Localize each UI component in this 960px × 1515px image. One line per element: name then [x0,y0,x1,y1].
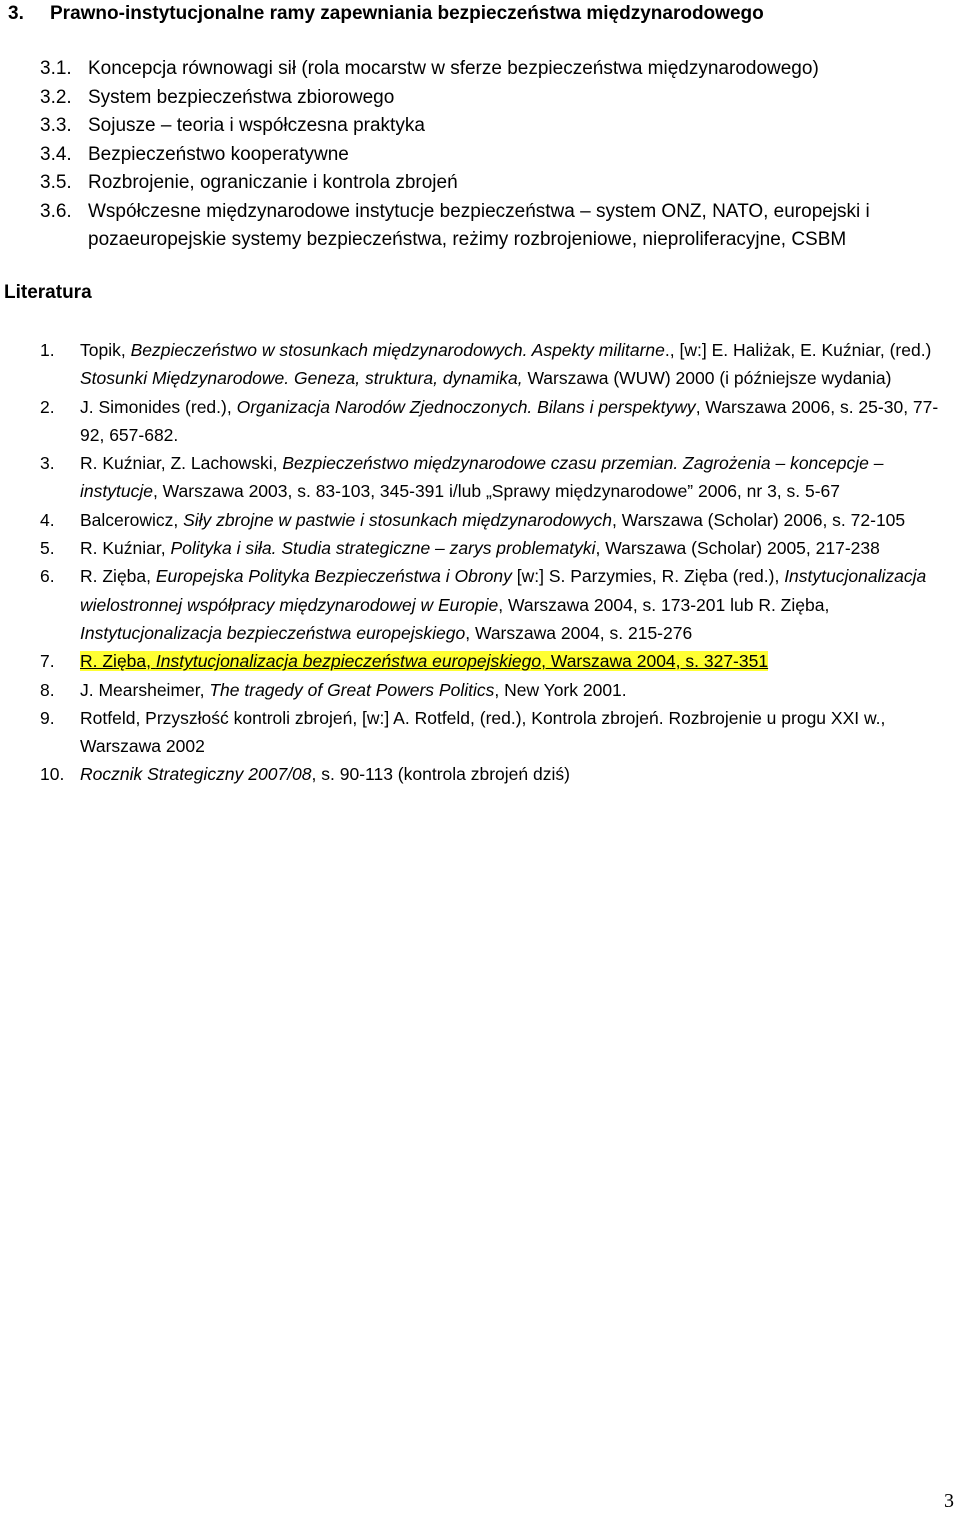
reference-text: , Warszawa 2004, s. 173-201 lub R. Zięba, [498,594,830,615]
section-title: Prawno-instytucjonalne ramy zapewniania bezpieczeństwa międzynarodowego [50,3,764,24]
literature-heading: Literatura [4,282,92,303]
subsection-list [40,55,955,255]
reference-text: , s. 90-113 (kontrola zbrojeń dziś) [311,764,570,785]
subsection-number: 3.5. [40,172,72,193]
reference-number: 5. [40,538,55,559]
subsection-text: Koncepcja równowagi sił (rola mocarstw w sferze bezpieczeństwa międzynarodowego) [88,58,819,79]
reference-number: 2. [40,396,55,417]
reference-text: , Warszawa 2004, s. 327-351 [541,651,769,672]
subsection-item [40,198,955,255]
reference-item-highlighted [40,647,955,675]
reference-title: Polityka i siła. Studia strategiczne – zarys problematyki [170,538,596,559]
reference-item [40,676,955,704]
reference-text: J. Simonides (red.), [80,396,237,417]
reference-text: , Warszawa (Scholar) 2005, 217-238 [595,538,880,559]
reference-item [40,534,955,562]
reference-number: 7. [40,651,55,672]
reference-title: Bezpieczeństwo w stosunkach międzynarodowych. Aspekty militarne [130,340,665,360]
reference-list [40,336,955,789]
subsection-text: System bezpieczeństwa zbiorowego [88,86,395,108]
section-number: 3. [8,3,24,24]
reference-item [40,336,955,393]
subsection-number: 3.3. [40,115,72,136]
subsection-number: 3.4. [40,143,72,165]
subsection-text: Rozbrojenie, ograniczanie i kontrola zbrojeń [88,172,458,193]
highlighted-citation [80,651,768,671]
reference-item [40,760,955,788]
reference-number: 9. [40,707,55,728]
reference-title: The tragedy of Great Powers Politics [209,679,495,700]
reference-text: , Warszawa (Scholar) 2006, s. 72-105 [612,509,906,530]
subsection-number: 3.1. [40,58,72,79]
reference-title: Instytucjonalizacja bezpieczeństwa europejskiego [155,651,542,672]
reference-title: Europejska Polityka Bezpieczeństwa i Obrony [155,566,512,587]
reference-text: , Warszawa 2003, s. 83-103, 345-391 i/lub „Sprawy międzynarodowe” 2006, nr 3, s. 5-67 [152,481,841,502]
subsection-text: Współczesne międzynarodowe instytucje bezpieczeństwa – system ONZ, NATO, europejski i pozaeuropejskie systemy bezpieczeństwa, reżimy rozbrojeniowe, nieproliferacyjne, CSBM [88,200,870,250]
reference-number: 6. [40,566,55,587]
reference-text: J. Mearsheimer, [80,679,210,700]
reference-text: R. Zięba, [80,566,156,587]
subsection-text: Bezpieczeństwo kooperatywne [88,143,349,165]
subsection-text: Sojusze – teoria i współczesna praktyka [88,115,425,136]
reference-text: Balcerowicz, [80,509,184,530]
reference-text: , New York 2001. [494,679,627,700]
reference-number: 3. [40,453,55,474]
subsection-number: 3.6. [40,200,72,222]
reference-number: 4. [40,509,55,530]
reference-text: R. Kuźniar, [80,538,171,559]
reference-text: Rotfeld, Przyszłość kontroli zbrojeń, [w:] A. Rotfeld, (red.), Kontrola zbrojeń. Rozbrojenie u progu XXI w., Warszawa 2002 [80,707,886,757]
reference-number: 1. [40,340,55,360]
reference-number: 8. [40,679,55,700]
reference-text: ., [w:] E. Haliżak, E. Kuźniar, (red.) [664,340,932,360]
subsection-item [40,84,955,113]
subsection-item [40,112,955,141]
reference-number: 10. [40,764,65,785]
reference-text: R. Zięba, [80,651,156,672]
reference-item [40,506,955,534]
reference-item [40,449,955,506]
subsection-item [40,141,955,170]
section-heading [8,2,764,26]
subsection-item [40,169,955,198]
reference-text: , Warszawa 2006, s. 25-30, 77-92, 657-682. [80,396,939,445]
reference-title: Siły zbrojne w pastwie i stosunkach międzynarodowych [183,509,613,530]
reference-item [40,704,955,761]
reference-item [40,562,955,647]
reference-text: [w:] S. Parzymies, R. Zięba (red.), [511,566,785,587]
reference-text: R. Kuźniar, Z. Lachowski, [80,453,283,474]
subsection-number: 3.2. [40,86,72,108]
reference-title: Bezpieczeństwo międzynarodowe czasu przemian. Zagrożenia – koncepcje – instytucje [80,453,884,502]
reference-title: Instytucjonalizacja bezpieczeństwa europejskiego [80,622,466,643]
reference-title: Organizacja Narodów Zjednoczonych. Bilans i perspektywy [236,396,696,417]
reference-text: Topik, [80,340,131,360]
page-number: 3 [944,1490,954,1512]
reference-title: Rocznik Strategiczny 2007/08 [80,764,312,785]
reference-title: Stosunki Międzynarodowe. Geneza, struktura, dynamika, [80,368,523,389]
subsection-item [40,55,955,84]
reference-text: Warszawa (WUW) 2000 (i późniejsze wydania) [522,368,892,389]
reference-title: Instytucjonalizacja wielostronnej współpracy międzynarodowej w Europie [80,566,927,615]
reference-item [40,393,955,450]
reference-text: , Warszawa 2004, s. 215-276 [465,622,693,643]
